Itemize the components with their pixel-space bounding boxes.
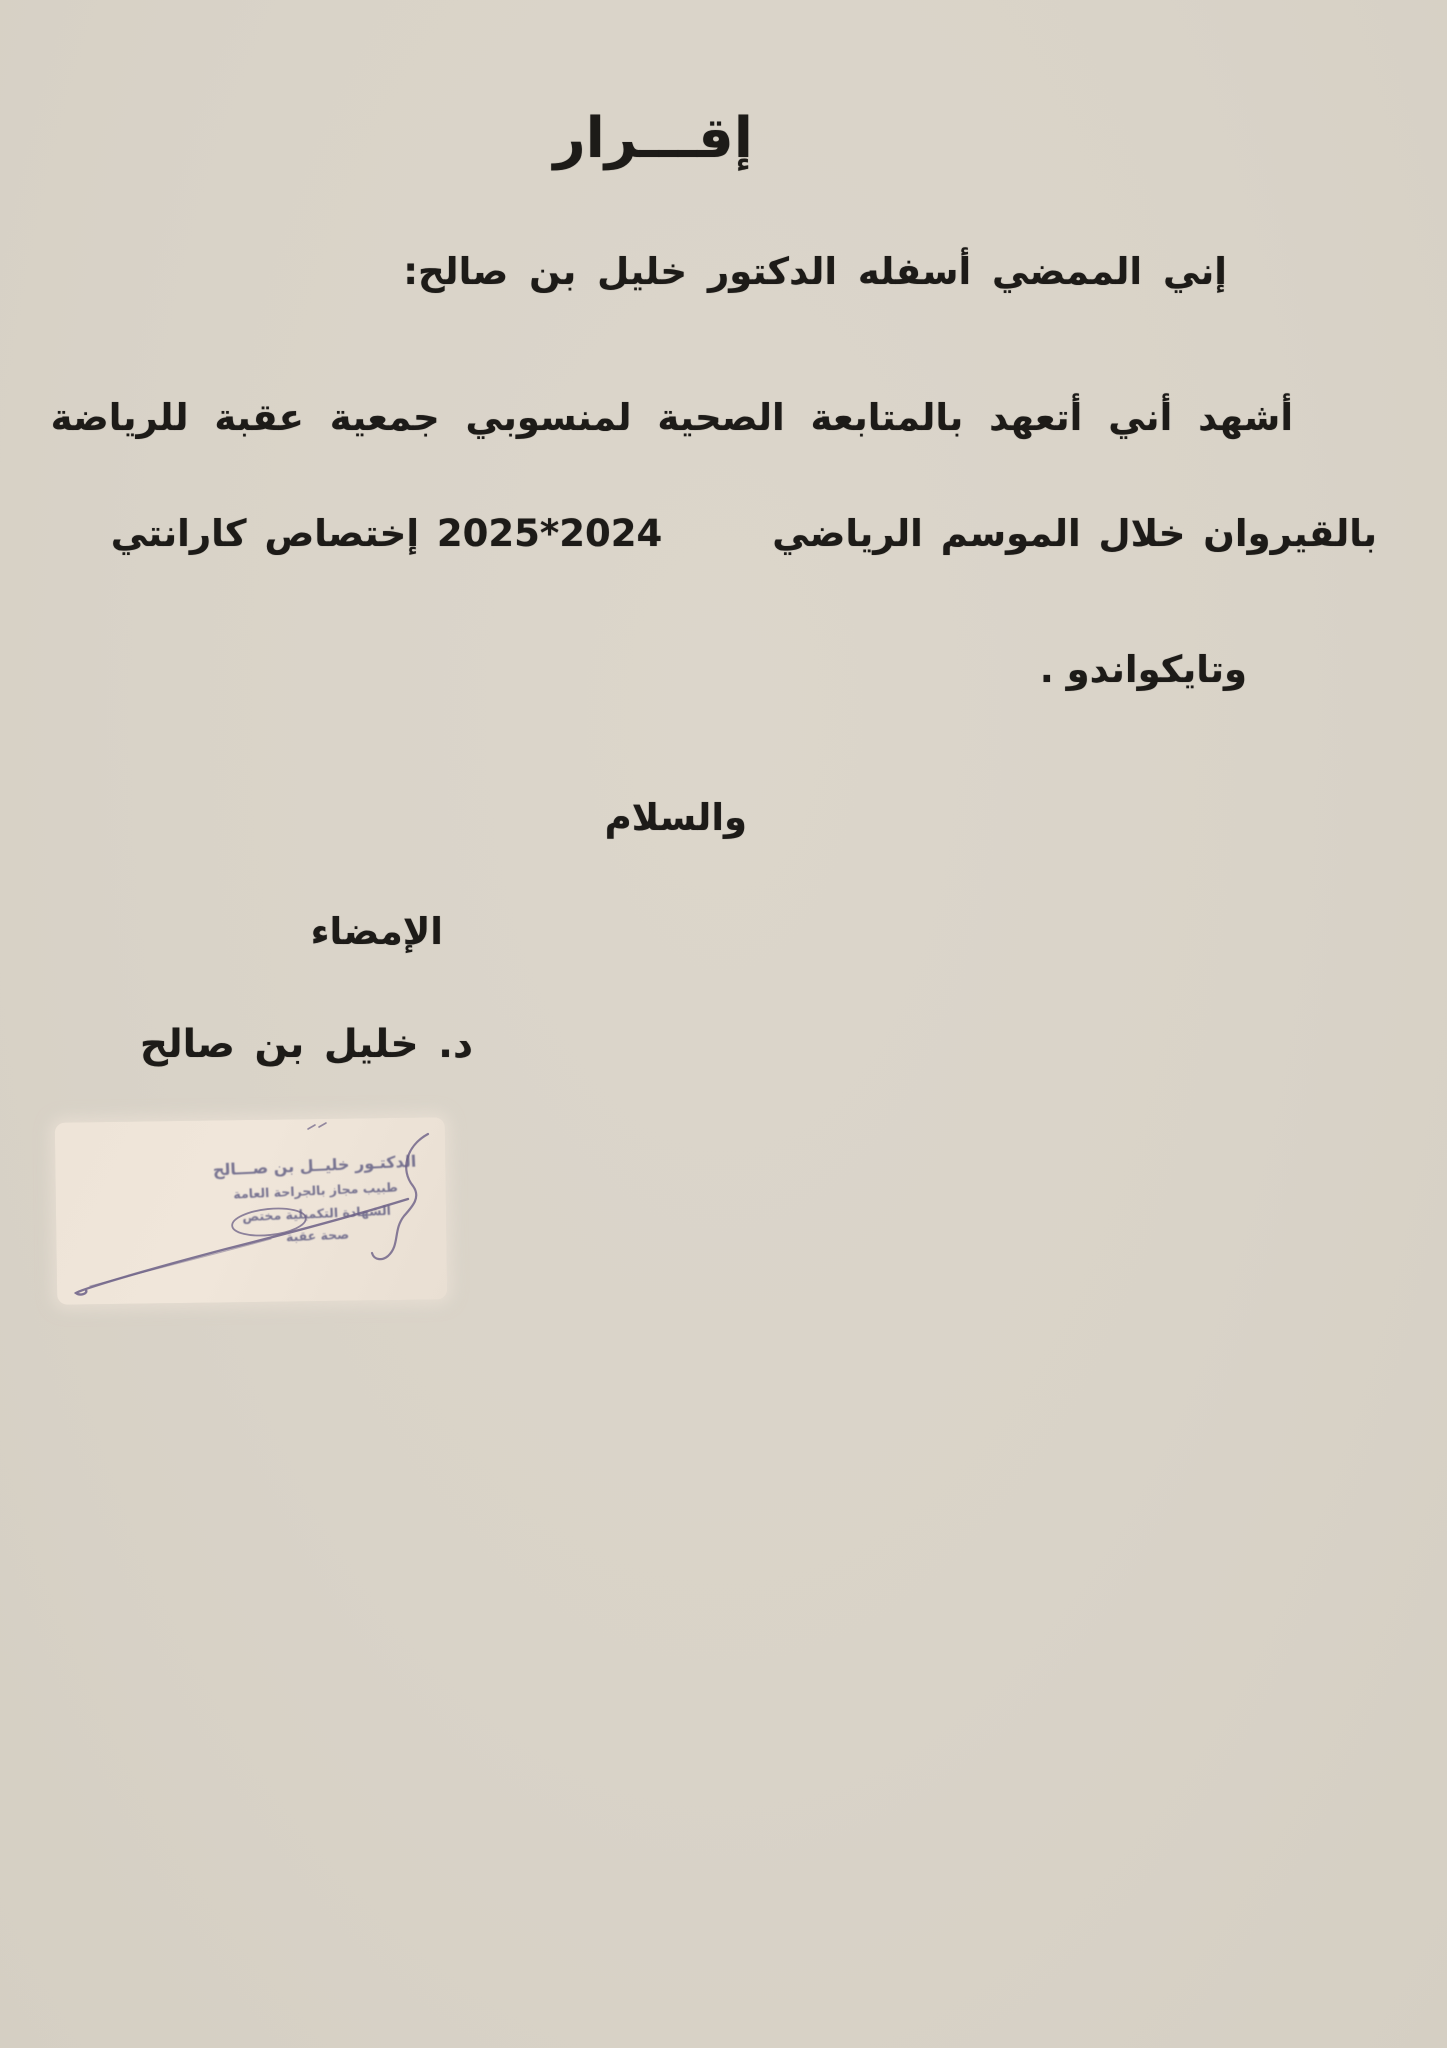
pledge-line-2 <box>111 512 1377 555</box>
pledge-line-1: أشهد أني أتعهد بالمتابعة الصحية لمنسوبي جمعية عقبة للرياضة <box>50 396 1293 439</box>
stamp-line-3: الشهادة التكميلية مختص <box>241 1202 392 1224</box>
closing-salutation: والسلام <box>604 796 747 839</box>
pledge-line-3: وتايكواندو . <box>1039 648 1247 691</box>
stamp-line-4: صحة عقبة <box>285 1226 350 1245</box>
stamp-line-2: طبيب مجاز بالجراحة العامة <box>233 1179 399 1203</box>
pledge-line-2-end: 2024*2025 إختصاص كارانتي <box>110 512 663 555</box>
signature-label: الإمضاء <box>310 910 443 953</box>
stamp-line-1: الدكتـور خليــل بن صـــالح <box>212 1151 417 1180</box>
signatory-name: د. خليل بن صالح <box>139 1022 473 1067</box>
intro-line: إني الممضي أسفله الدكتور خليل بن صالح: <box>403 250 1227 293</box>
handwritten-signature-icon <box>56 1120 446 1302</box>
pledge-line-2-start: بالقيروان خلال الموسم الرياضي <box>772 512 1377 555</box>
document-title: إقـــرار <box>553 106 753 171</box>
signature-area <box>56 1120 446 1302</box>
